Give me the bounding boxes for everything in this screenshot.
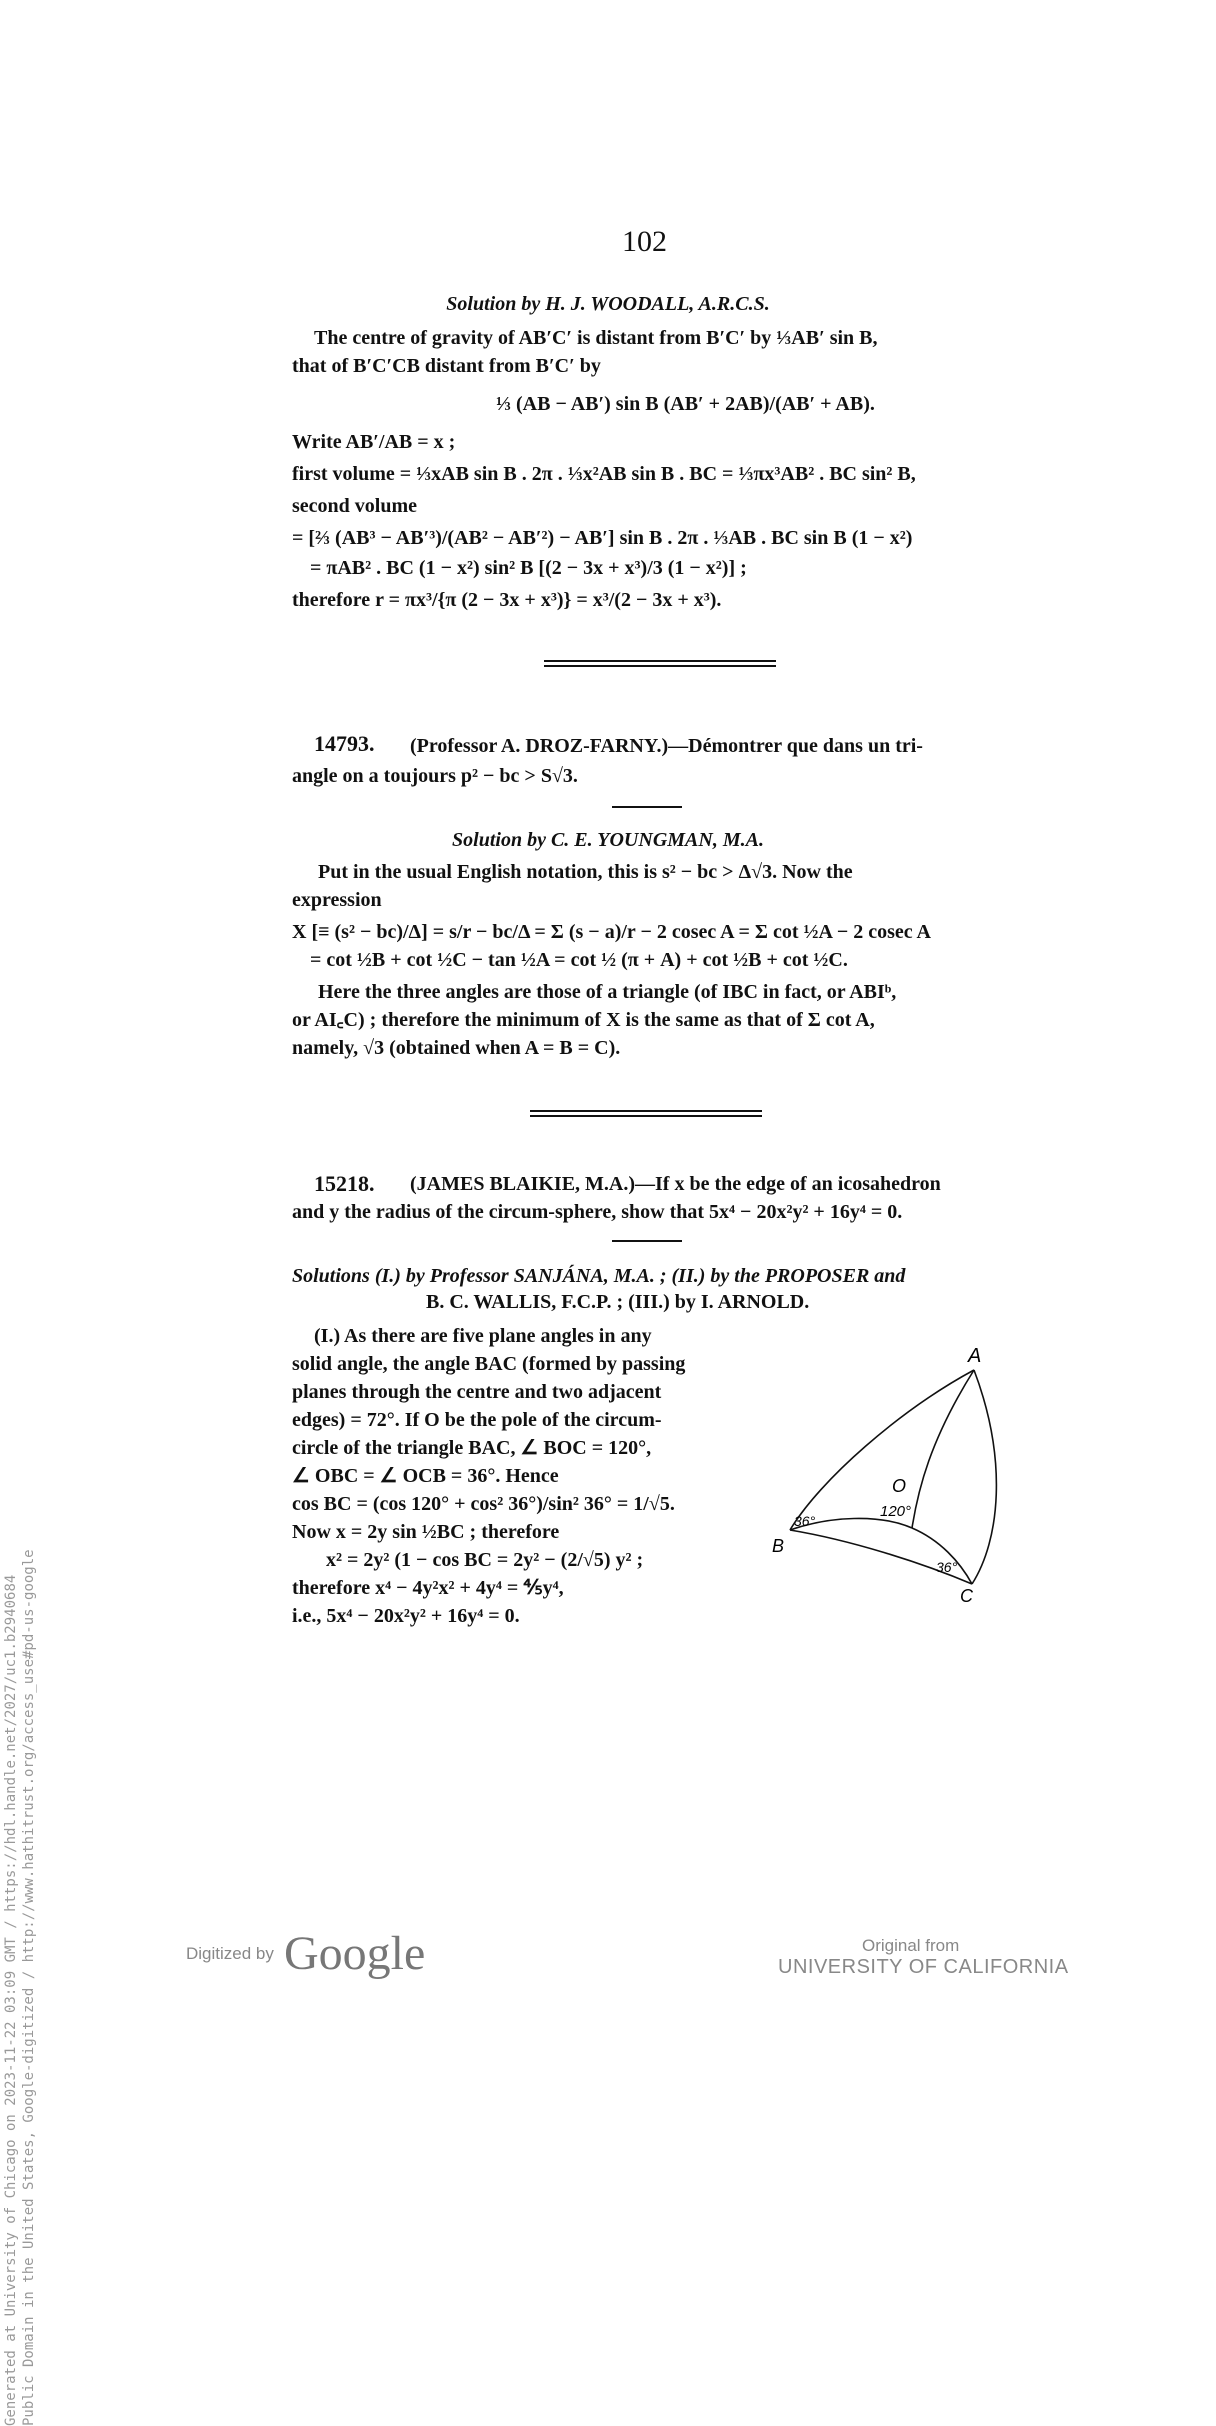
q14793-line-2: angle on a toujours p² − bc > S√3. — [292, 765, 578, 787]
sanjana-line-11: i.e., 5x⁴ − 20x²y² + 16y⁴ = 0. — [292, 1605, 520, 1627]
figure-label-c: C — [960, 1586, 973, 1606]
figure-label-angle-boc: 120° — [880, 1503, 912, 1520]
question-number-14793: 14793. — [314, 731, 375, 756]
figure-label-a: A — [968, 1345, 982, 1367]
woodall-line-8: = πAB² . BC (1 − x²) sin² B [(2 − 3x + x³)/3 (1 − x²)] ; — [310, 557, 747, 579]
youngman-line-5: Here the three angles are those of a triangle (of IBC in fact, or ABIᵇ, — [318, 981, 897, 1003]
youngman-line-2: expression — [292, 889, 382, 911]
youngman-line-6: or AI꜀C) ; therefore the minimum of X is the same as that of Σ cot A, — [292, 1009, 875, 1031]
woodall-line-5: first volume = ⅓xAB sin B . 2π . ⅓x²AB sin B . BC = ⅓πx³AB² . BC sin² B, — [292, 463, 916, 485]
sanjana-line-10: therefore x⁴ − 4y²x² + 4y⁴ = ⅘y⁴, — [292, 1577, 564, 1599]
sanjana-line-4: edges) = 72°. If O be the pole of the circum- — [292, 1409, 662, 1431]
sanjana-line-2: solid angle, the angle BAC (formed by passing — [292, 1353, 686, 1375]
woodall-line-6: second volume — [292, 495, 417, 517]
youngman-solution-heading: Solution by C. E. YOUNGMAN, M.A. — [452, 829, 764, 851]
woodall-line-9: therefore r = πx³/{π (2 − 3x + x³)} = x³/(2 − 3x + x³). — [292, 589, 722, 611]
figure-label-o: O — [892, 1476, 907, 1496]
woodall-solution-heading: Solution by H. J. WOODALL, A.R.C.S. — [446, 293, 770, 315]
solutions-heading-2: B. C. WALLIS, F.C.P. ; (III.) by I. ARNOLD. — [426, 1291, 810, 1313]
youngman-line-1: Put in the usual English notation, this is s² − bc > Δ√3. Now the — [318, 861, 853, 883]
figure-label-angle-ocb: 36° — [936, 1559, 958, 1575]
youngman-line-4: = cot ½B + cot ½C − tan ½A = cot ½ (π + A) + cot ½B + cot ½C. — [310, 949, 848, 971]
short-rule-2 — [612, 1240, 682, 1242]
woodall-line-2: that of B′C′CB distant from B′C′ by — [292, 355, 601, 377]
woodall-line-1: The centre of gravity of AB′C′ is distant from B′C′ by ⅓AB′ sin B, — [314, 327, 878, 349]
question-number-15218: 15218. — [314, 1171, 375, 1196]
sanjana-line-9: x² = 2y² (1 − cos BC = 2y² − (2/√5) y² ; — [326, 1549, 644, 1571]
digitized-by-text: Digitized by — [186, 1944, 274, 1963]
figure-label-b: B — [772, 1536, 785, 1556]
sanjana-line-8: Now x = 2y sin ½BC ; therefore — [292, 1521, 560, 1543]
hathitrust-watermark — [2, 866, 38, 2426]
woodall-line-4: Write AB′/AB = x ; — [292, 431, 456, 453]
original-from-text: Original from — [862, 1936, 960, 1955]
q14793-line-1: (Professor A. DROZ-FARNY.)—Démontrer que dans un tri- — [410, 735, 923, 757]
sanjana-line-5: circle of the triangle BAC, ∠ BOC = 120°, — [292, 1437, 652, 1459]
spherical-triangle-figure — [760, 1340, 1020, 1610]
google-logo: Google — [284, 1927, 426, 1980]
woodall-formula: ⅓ (AB − AB′) sin B (AB′ + 2AB)/(AB′ + AB). — [496, 393, 875, 415]
youngman-line-7: namely, √3 (obtained when A = B = C). — [292, 1037, 621, 1059]
institution-text: UNIVERSITY OF CALIFORNIA — [778, 1956, 1069, 1978]
section-divider — [544, 660, 776, 667]
q15218-line-2: and y the radius of the circum-sphere, show that 5x⁴ − 20x²y² + 16y⁴ = 0. — [292, 1201, 903, 1223]
short-rule — [612, 806, 682, 808]
solutions-heading-1: Solutions (I.) by Professor SANJÁNA, M.A. ; (II.) by the PROPOSER and — [292, 1265, 906, 1287]
page-number: 102 — [622, 225, 667, 258]
youngman-line-3: X [≡ (s² − bc)/Δ] = s/r − bc/Δ = Σ (s − a)/r − 2 cosec A = Σ cot ½A − 2 cosec A — [292, 921, 931, 943]
figure-label-angle-obc: 36° — [794, 1513, 816, 1529]
watermark-line-1: Generated at University of Chicago on 2023-11-22 03:09 GMT / https://hdl.handle.net/2027/uc1.b2940684 — [3, 1574, 19, 2426]
q15218-line-1: (JAMES BLAIKIE, M.A.)—If x be the edge of an icosahedron — [410, 1173, 941, 1195]
sanjana-line-6: ∠ OBC = ∠ OCB = 36°. Hence — [292, 1465, 559, 1487]
sanjana-line-7: cos BC = (cos 120° + cos² 36°)/sin² 36° = 1/√5. — [292, 1493, 675, 1515]
woodall-line-7: = [⅔ (AB³ − AB′³)/(AB² − AB′²) − AB′] sin B . 2π . ⅓AB . BC sin B (1 − x²) — [292, 527, 913, 549]
sanjana-line-3: planes through the centre and two adjacent — [292, 1381, 662, 1403]
sanjana-line-1: (I.) As there are five plane angles in any — [314, 1325, 652, 1347]
section-divider-2 — [530, 1110, 762, 1117]
watermark-line-2: Public Domain in the United States, Google-digitized / http://www.hathitrust.org/access_use#pd-us-google — [21, 1549, 37, 2426]
